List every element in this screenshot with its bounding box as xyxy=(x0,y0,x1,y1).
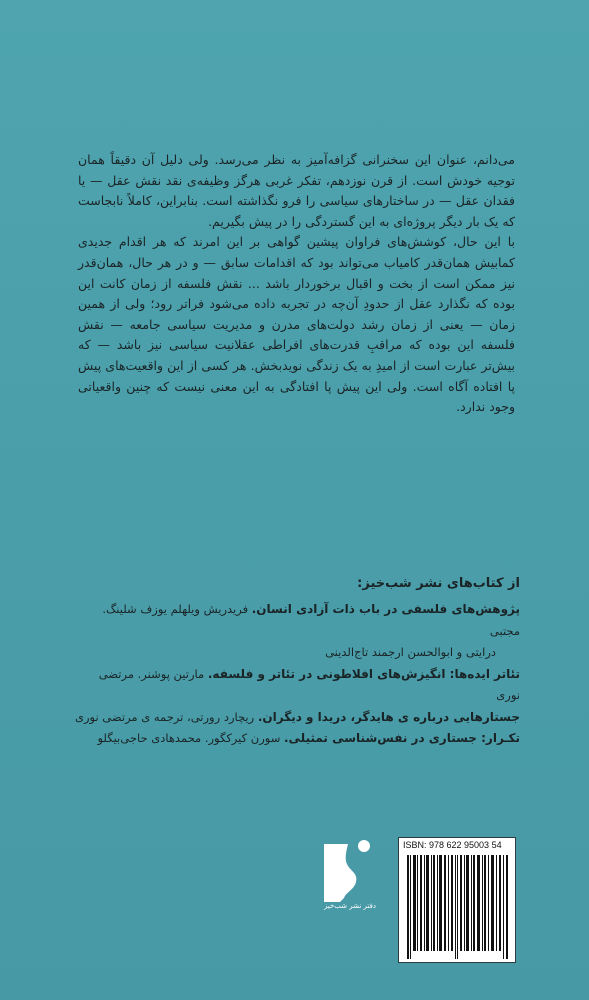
book-title: تئاتر ایده‌ها: انگیزش‌های افلاطونی در تئاتر و فلسفه. xyxy=(207,666,520,681)
book-title: تکـرار: جستاری در نفس‌شناسی تمثیلی. xyxy=(283,731,520,745)
blurb-text xyxy=(78,150,515,418)
book-title: جستارهایی درباره ی هایدگر، دریدا و دیگران. xyxy=(257,709,520,724)
book-entry xyxy=(74,664,520,707)
book-entry xyxy=(74,642,520,664)
isbn-barcode-box xyxy=(398,837,516,963)
book-credits: فریدریش ویلهلم یوزف شلینگ. مجتبی xyxy=(102,602,520,638)
book-list-heading: از کتاب‌های نشر شب‌خیز: xyxy=(357,576,520,591)
book-credits: مارتین پوشنر. مرتضی نوری xyxy=(98,666,520,702)
book-entry xyxy=(74,728,520,750)
blurb-paragraph: با این حال، کوشش‌های فراوان پیشین گواهی بر این امرند که هر اقدام جدیدی کمابیش همان‌قدر کامیاب می‌تواند بود که اقدامات سابق — و در هر حال، همان‌قدر نیز ممکن است از بخت و اقبال برخوردار باشد ... نقش فلسفه از زمان کانت این بوده که نگذارد عقل از حدودِ آن‌چه در تجربه داده می‌شود فراتر رود؛ ولی از همین زمان — یعنی از زمان رشد دولت‌های مدرن و مدیریت سیاسی جامعه — نقش فلسفه این بوده که مراقبِ قدرت‌های افراطی عقلانیت سیاسی نیز باشد — که بیش‌تر عبارت است از امیدِ به یک زندگی نویدبخش. هر کسی از این واقعیت‌های پیش پا افتاده آگاه است. ولی این پیش پا افتادگی به این معنی نیست که چنین واقعیاتی وجود ندارد. xyxy=(78,234,515,415)
isbn-label: ISBN: 978 622 95003 54 xyxy=(403,840,502,850)
publisher-book-list xyxy=(74,573,520,750)
book-credits: ریچارد رورتی، ترجمه ی مرتضی نوری xyxy=(74,709,258,724)
book-credits: درایتی و ابوالحسن ارجمند تاج‌الدینی xyxy=(325,645,496,659)
book-title: پژوهش‌های فلسفی در باب ذات آزادی انسان. xyxy=(251,602,520,616)
publisher-name: دفتر نشر شب‌خیز xyxy=(324,902,376,910)
book-credits: سورن کیرکگور. محمدهادی حاجی‌بیگلو xyxy=(97,731,284,745)
publisher-logo xyxy=(318,838,382,914)
blurb-paragraph: می‌دانم، عنوان این سخنرانی گزافه‌آمیز به نظر می‌رسد. ولی دلیل آن دقیقاً همان توجیه خودش است. از قرن نوزدهم، تفکر غربی هرگز وظیفه‌ی نقد نقش عقل — یا فقدان عقل — در ساختارهای سیاسی را فرو نگذاشته است. بنابراین، کاملاً نابجاست که یک بار دیگر پروژه‌ای به این گستردگی را در پیش بگیریم. xyxy=(78,152,515,229)
barcode-icon xyxy=(407,855,509,959)
book-entry xyxy=(74,707,520,729)
book-entry xyxy=(74,599,520,642)
